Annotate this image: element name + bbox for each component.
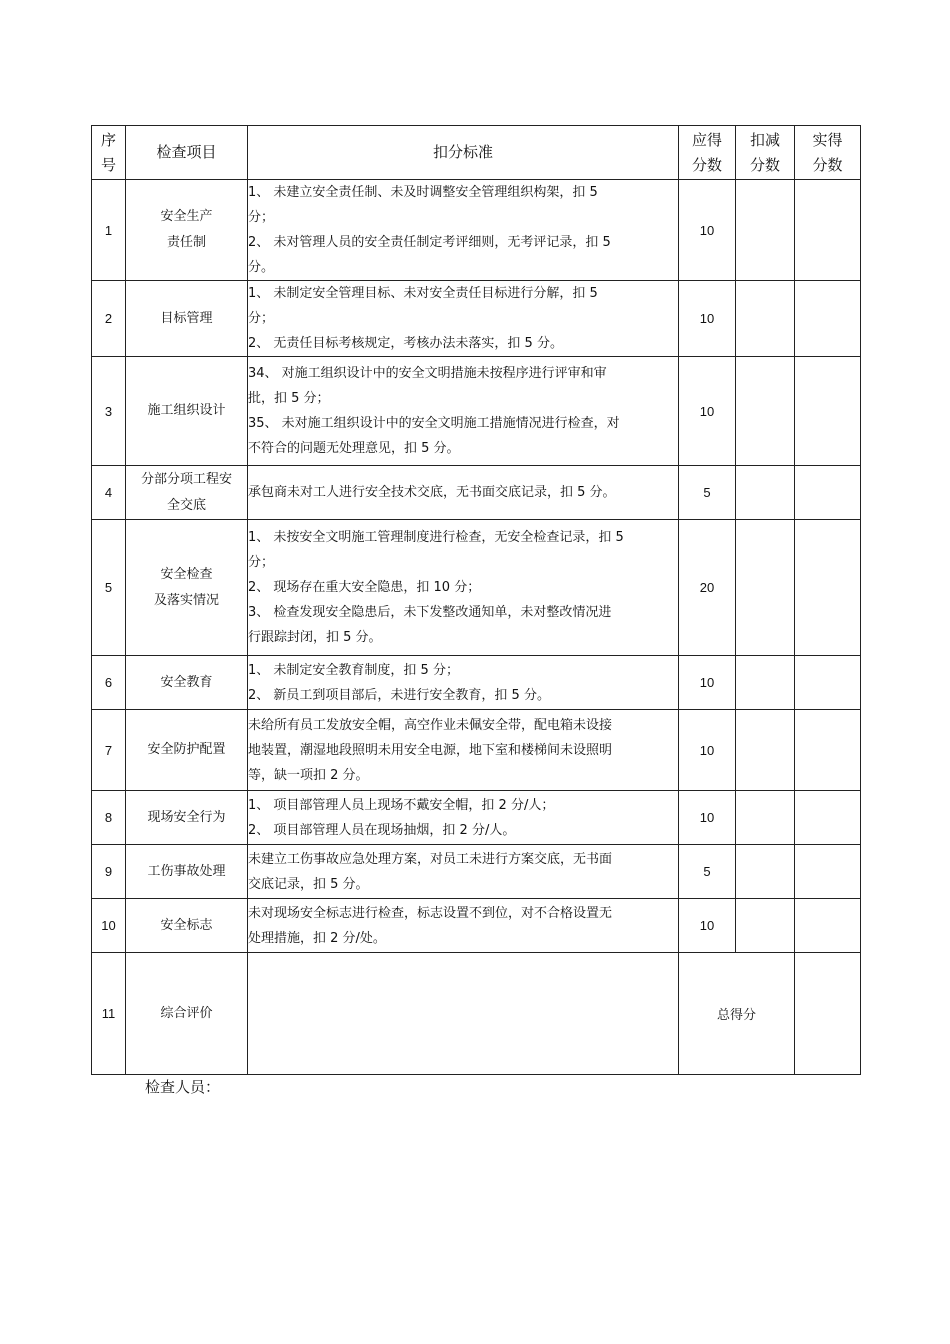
header-actual-score: 实得 分数 bbox=[795, 126, 861, 180]
row-criteria: 1、 未制定安全教育制度，扣 5 分； 2、 新员工到项目部后，未进行安全教育，扣 5 分。 bbox=[248, 656, 679, 710]
row-actual-score[interactable] bbox=[795, 791, 861, 845]
row-due-score: 5 bbox=[679, 466, 736, 520]
inspection-table bbox=[91, 125, 861, 1075]
row-actual-score[interactable] bbox=[795, 180, 861, 281]
row-due-score: 10 bbox=[679, 357, 736, 466]
total-score-value[interactable] bbox=[795, 953, 861, 1075]
row-number: 10 bbox=[92, 899, 126, 953]
header-row bbox=[92, 126, 861, 180]
row-criteria: 未对现场安全标志进行检查，标志设置不到位，对不合格设置无 处理措施，扣 2 分/处。 bbox=[248, 899, 679, 953]
row-deduct-score[interactable] bbox=[736, 520, 795, 656]
row-number: 6 bbox=[92, 656, 126, 710]
table-row bbox=[92, 656, 861, 710]
row-criteria: 承包商未对工人进行安全技术交底，无书面交底记录，扣 5 分。 bbox=[248, 466, 679, 520]
table-row bbox=[92, 791, 861, 845]
row-item: 安全生产 责任制 bbox=[126, 180, 248, 281]
row-number: 4 bbox=[92, 466, 126, 520]
row-actual-score[interactable] bbox=[795, 281, 861, 357]
row-deduct-score[interactable] bbox=[736, 899, 795, 953]
row-criteria: 1、 未制定安全管理目标、未对安全责任目标进行分解，扣 5 分； 2、 无责任目标考核规定，考核办法未落实，扣 5 分。 bbox=[248, 281, 679, 357]
row-number: 3 bbox=[92, 357, 126, 466]
row-number: 9 bbox=[92, 845, 126, 899]
summary-row bbox=[92, 953, 861, 1075]
row-due-score: 10 bbox=[679, 281, 736, 357]
row-actual-score[interactable] bbox=[795, 710, 861, 791]
row-due-score: 10 bbox=[679, 791, 736, 845]
row-number: 5 bbox=[92, 520, 126, 656]
row-deduct-score[interactable] bbox=[736, 710, 795, 791]
row-item: 安全标志 bbox=[126, 899, 248, 953]
row-item: 安全检查 及落实情况 bbox=[126, 520, 248, 656]
row-criteria: 未给所有员工发放安全帽，高空作业未佩安全带，配电箱未设接 地装置，潮湿地段照明未用安全电源，地下室和楼梯间未设照明 等，缺一项扣 2 分。 bbox=[248, 710, 679, 791]
row-item: 安全教育 bbox=[126, 656, 248, 710]
row-deduct-score[interactable] bbox=[736, 180, 795, 281]
row-actual-score[interactable] bbox=[795, 466, 861, 520]
row-deduct-score[interactable] bbox=[736, 656, 795, 710]
table-row bbox=[92, 281, 861, 357]
row-item: 现场安全行为 bbox=[126, 791, 248, 845]
header-item: 检查项目 bbox=[126, 126, 248, 180]
row-due-score: 10 bbox=[679, 180, 736, 281]
row-deduct-score[interactable] bbox=[736, 281, 795, 357]
summary-item: 综合评价 bbox=[126, 953, 248, 1075]
table-row bbox=[92, 357, 861, 466]
row-due-score: 10 bbox=[679, 656, 736, 710]
table-row bbox=[92, 710, 861, 791]
row-number: 8 bbox=[92, 791, 126, 845]
table-row bbox=[92, 845, 861, 899]
row-deduct-score[interactable] bbox=[736, 466, 795, 520]
row-number: 11 bbox=[92, 953, 126, 1075]
row-deduct-score[interactable] bbox=[736, 357, 795, 466]
row-due-score: 10 bbox=[679, 710, 736, 791]
row-criteria: 未建立工伤事故应急处理方案，对员工未进行方案交底，无书面 交底记录，扣 5 分。 bbox=[248, 845, 679, 899]
row-number: 1 bbox=[92, 180, 126, 281]
row-item: 分部分项工程安 全交底 bbox=[126, 466, 248, 520]
row-item: 工伤事故处理 bbox=[126, 845, 248, 899]
header-seq: 序 号 bbox=[92, 126, 126, 180]
header-due-score: 应得 分数 bbox=[679, 126, 736, 180]
row-actual-score[interactable] bbox=[795, 656, 861, 710]
table-row bbox=[92, 180, 861, 281]
table-row bbox=[92, 466, 861, 520]
row-number: 7 bbox=[92, 710, 126, 791]
row-item: 目标管理 bbox=[126, 281, 248, 357]
row-criteria: 34、 对施工组织设计中的安全文明措施未按程序进行评审和审 批，扣 5 分； 35、 未对施工组织设计中的安全文明施工措施情况进行检查，对 不符合的问题无处理意见，扣 5 分。 bbox=[248, 357, 679, 466]
row-actual-score[interactable] bbox=[795, 845, 861, 899]
inspector-label: 检查人员： bbox=[145, 1078, 221, 1096]
summary-comment-cell[interactable] bbox=[248, 953, 679, 1075]
row-item: 安全防护配置 bbox=[126, 710, 248, 791]
header-deduct-score: 扣减 分数 bbox=[736, 126, 795, 180]
header-criteria: 扣分标准 bbox=[248, 126, 679, 180]
row-due-score: 20 bbox=[679, 520, 736, 656]
row-actual-score[interactable] bbox=[795, 899, 861, 953]
row-due-score: 10 bbox=[679, 899, 736, 953]
table-row bbox=[92, 520, 861, 656]
table-row bbox=[92, 899, 861, 953]
row-criteria: 1、 未按安全文明施工管理制度进行检查，无安全检查记录，扣 5 分； 2、 现场存在重大安全隐患，扣 10 分； 3、 检查发现安全隐患后，未下发整改通知单，未对整改情况进 行跟踪封闭，扣 5 分。 bbox=[248, 520, 679, 656]
row-actual-score[interactable] bbox=[795, 357, 861, 466]
row-actual-score[interactable] bbox=[795, 520, 861, 656]
total-score-label: 总得分 bbox=[679, 953, 795, 1075]
row-deduct-score[interactable] bbox=[736, 845, 795, 899]
row-criteria: 1、 项目部管理人员上现场不戴安全帽，扣 2 分/人； 2、 项目部管理人员在现场抽烟，扣 2 分/人。 bbox=[248, 791, 679, 845]
row-number: 2 bbox=[92, 281, 126, 357]
row-item: 施工组织设计 bbox=[126, 357, 248, 466]
row-deduct-score[interactable] bbox=[736, 791, 795, 845]
row-due-score: 5 bbox=[679, 845, 736, 899]
row-criteria: 1、 未建立安全责任制、未及时调整安全管理组织构架，扣 5 分； 2、 未对管理人员的安全责任制定考评细则，无考评记录，扣 5 分。 bbox=[248, 180, 679, 281]
